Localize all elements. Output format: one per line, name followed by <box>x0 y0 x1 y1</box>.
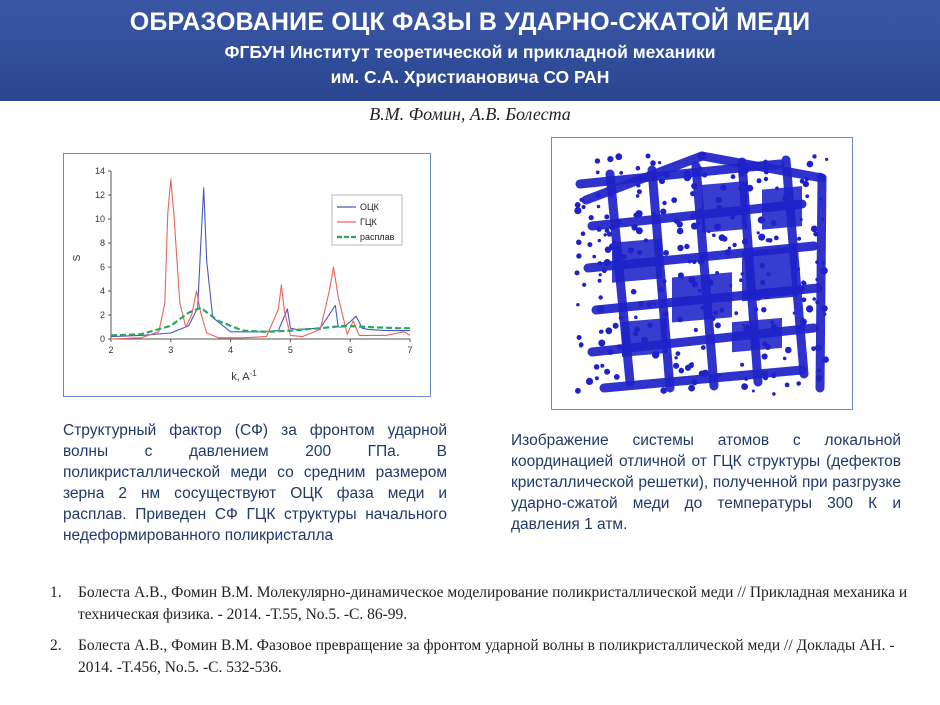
lattice-fragment <box>815 300 819 304</box>
lattice-fragment <box>754 294 761 301</box>
lattice-fragment <box>597 205 601 209</box>
legend-label: расплав <box>360 232 395 242</box>
lattice-fragment <box>785 347 792 354</box>
lattice-fragment <box>606 182 610 186</box>
lattice-fragment <box>579 198 583 202</box>
lattice-fragment <box>692 260 697 265</box>
organization-line-1: ФГБУН Институт теоретической и прикладной механики <box>224 42 716 62</box>
lattice-fragment <box>762 370 768 376</box>
lattice-fragment <box>698 289 702 293</box>
lattice-fragment <box>800 318 807 325</box>
lattice-fragment <box>712 234 716 238</box>
lattice-fragment <box>635 260 640 265</box>
lattice-fragment <box>677 317 683 323</box>
lattice-fragment <box>595 158 600 163</box>
lattice-fragment <box>775 186 779 190</box>
lattice-fragment <box>674 218 680 224</box>
lattice-fragment <box>750 287 757 294</box>
lattice-fragment <box>812 154 816 158</box>
lattice-fragment <box>619 171 623 175</box>
lattice-fragment <box>576 240 582 246</box>
lattice-fragment <box>674 356 677 359</box>
lattice-fragment <box>771 220 777 226</box>
lattice-fragment <box>596 171 600 175</box>
lattice-fragment <box>802 297 807 302</box>
lattice-fragment <box>715 271 719 275</box>
lattice-fragment <box>816 375 823 382</box>
lattice-fragment <box>718 374 721 377</box>
y-tick-label: 2 <box>99 310 105 320</box>
lattice-fragment <box>582 283 586 287</box>
lattice-fragment <box>595 376 599 380</box>
lattice-fragment <box>607 349 613 355</box>
lattice-fragment <box>812 297 816 301</box>
lattice-fragment <box>819 197 823 201</box>
lattice-fragment <box>664 171 671 178</box>
lattice-fragment <box>650 160 656 166</box>
lattice-fragment <box>604 233 607 236</box>
lattice-fragment <box>803 181 809 187</box>
lattice-fragment <box>800 286 805 291</box>
lattice-fragment <box>760 280 765 285</box>
lattice-fragment <box>765 344 771 350</box>
lattice-fragment <box>729 284 732 287</box>
reference-number: 2. <box>50 637 62 654</box>
lattice-fragment <box>823 312 827 316</box>
lattice-fragment <box>575 388 581 394</box>
lattice-fragment <box>644 238 648 242</box>
lattice-fragment <box>805 177 809 181</box>
x-tick-label: 3 <box>168 345 174 355</box>
lattice-fragment <box>740 363 744 367</box>
y-tick-label: 14 <box>94 166 105 176</box>
lattice-fragment <box>796 267 800 271</box>
lattice-fragment <box>754 307 758 311</box>
lattice-fragment <box>632 226 637 231</box>
lattice-fragment <box>609 224 615 230</box>
lattice-fragment <box>688 385 695 392</box>
lattice-fragment <box>599 273 602 276</box>
lattice-fragment <box>690 191 695 196</box>
lattice-fragment <box>658 287 663 292</box>
lattice-fragment <box>663 250 669 256</box>
organization-line-2: им. С.А. Христиановича СО РАН <box>330 67 610 87</box>
lattice-fragment <box>815 344 822 351</box>
lattice-fragment <box>800 218 803 221</box>
lattice-fragment <box>690 362 693 365</box>
lattice-fragment <box>639 303 643 307</box>
lattice-fragment <box>690 213 696 219</box>
lattice-fragment <box>662 201 666 205</box>
lattice-fragment <box>707 279 714 286</box>
atom-system-image <box>551 137 853 410</box>
y-tick-label: 12 <box>94 190 105 200</box>
structure-factor-chart <box>63 153 431 397</box>
chart-legend <box>332 195 402 245</box>
lattice-fragment <box>598 261 603 266</box>
lattice-fragment <box>587 242 592 247</box>
lattice-fragment <box>616 220 621 225</box>
lattice-fragment <box>791 260 794 263</box>
lattice-fragment <box>752 390 755 393</box>
lattice-fragment <box>702 370 709 377</box>
lattice-fragment <box>647 302 652 307</box>
lattice-fragment <box>782 197 787 202</box>
lattice-fragment <box>598 279 602 283</box>
lattice-fragment <box>820 267 827 274</box>
lattice-fragment <box>692 282 698 288</box>
reference-number: 1. <box>50 584 62 601</box>
lattice-fragment <box>637 189 642 194</box>
lattice-fragment <box>658 161 661 164</box>
lattice-fragment <box>604 259 611 266</box>
lattice-fragment <box>725 249 731 255</box>
lattice-fragment <box>817 368 821 372</box>
lattice-fragment <box>718 224 722 228</box>
chart-svg <box>64 154 430 396</box>
lattice-fragment <box>605 327 612 334</box>
lattice-fragment <box>797 237 801 241</box>
lattice-fragment <box>663 311 669 317</box>
lattice-fragment <box>719 308 724 313</box>
lattice-fragment <box>602 268 607 273</box>
lattice-fragment <box>741 383 748 390</box>
lattice-fragment <box>688 259 692 263</box>
lattice-fragment <box>594 364 600 370</box>
lattice-fragment <box>760 263 765 268</box>
lattice-fragment <box>765 204 770 209</box>
lattice-fragment <box>744 195 748 199</box>
lattice-fragment <box>575 270 580 275</box>
lattice-fragment <box>728 247 731 250</box>
lattice-fragment <box>811 226 818 233</box>
lattice-fragment <box>684 171 691 178</box>
lattice-fragment <box>701 345 706 350</box>
y-tick-label: 4 <box>99 286 105 296</box>
lattice-fragment <box>746 185 753 192</box>
lattice-fragment <box>758 234 765 241</box>
lattice-fragment <box>647 322 652 327</box>
lattice-fragment <box>589 215 594 220</box>
lattice-fragment <box>825 158 828 161</box>
lattice-fragment <box>794 206 798 210</box>
lattice-fragment <box>641 337 648 344</box>
lattice-fragment <box>637 250 642 255</box>
reference-text: Болеста А.В., Фомин В.М. Фазовое превращение за фронтом ударной волны в поликристаллической меди // Доклады АН. - 2014. -Т.456, No.5. -С. 532-536. <box>78 637 895 676</box>
lattice-fragment <box>636 194 640 198</box>
lattice-fragment <box>607 156 613 162</box>
lattice-fragment <box>713 310 718 315</box>
lattice-fragment <box>634 316 638 320</box>
lattice-fragment <box>691 223 698 230</box>
lattice-fragment <box>672 272 732 322</box>
chart-caption: Структурный фактор (СФ) за фронтом ударной волны с давлением 200 ГПа. В поликристаллической меди со средним размером зерна 2 нм сосуществуют ОЦК фаза меди и расплав. Приведен СФ ГЦК структуры начального недеформированного поликристалла <box>63 422 447 544</box>
reference-text: Болеста А.В., Фомин В.М. Молекулярно-динамическое моделирование поликристаллической меди // Прикладная механика и техническая физика. - 2014. -Т.55, No.5. -С. 86-99. <box>78 584 908 623</box>
lattice-fragment <box>574 207 581 214</box>
lattice-fragment <box>821 261 825 265</box>
lattice-fragment <box>741 272 744 275</box>
lattice-fragment <box>762 353 768 359</box>
lattice-fragment <box>614 374 620 380</box>
lattice-fragment <box>766 238 770 242</box>
lattice-fragment <box>807 161 814 168</box>
lattice-fragment <box>592 255 596 259</box>
lattice-fragment <box>763 293 769 299</box>
lattice-fragment <box>732 243 736 247</box>
lattice-fragment <box>823 356 829 362</box>
lattice-fragment <box>747 297 750 300</box>
lattice-fragment <box>717 205 723 211</box>
references-list <box>50 582 910 688</box>
lattice-fragment <box>646 154 651 159</box>
lattice-fragment <box>732 318 782 352</box>
lattice-fragment <box>793 312 796 315</box>
lattice-fragment <box>691 183 697 189</box>
lattice-fragment <box>612 240 616 244</box>
series-line-melt <box>111 308 410 336</box>
lattice-fragment <box>618 271 623 276</box>
lattice-fragment <box>696 170 700 174</box>
lattice-fragment <box>631 289 637 295</box>
lattice-fragment <box>579 344 582 347</box>
lattice-fragment <box>715 322 721 328</box>
lattice-fragment <box>742 324 745 327</box>
lattice-fragment <box>751 338 757 344</box>
lattice-fragment <box>764 177 768 181</box>
lattice-fragment <box>817 173 824 180</box>
lattice-fragment <box>604 369 610 375</box>
lattice-fragment <box>694 328 698 332</box>
image-caption: Изображение системы атомов с локальной координацией отличной от ГЦК структуры (дефектов кристаллической решетки), полученной при разгрузке ударно-сжатой меди до температуры 300 К и давления 1 атм. <box>511 432 901 533</box>
lattice-fragment <box>582 205 586 209</box>
lattice-fragment <box>575 202 581 208</box>
lattice-fragment <box>697 208 703 214</box>
atomic-lattice-icon <box>552 138 852 409</box>
x-tick-label: 5 <box>287 345 293 355</box>
lattice-fragment <box>599 295 603 299</box>
lattice-fragment <box>622 254 627 259</box>
lattice-fragment <box>771 324 778 331</box>
lattice-fragment <box>757 178 762 183</box>
lattice-fragment <box>730 215 735 220</box>
page-title: ОБРАЗОВАНИЕ ОЦК ФАЗЫ В УДАРНО-СЖАТОЙ МЕДИ <box>129 8 811 36</box>
x-tick-label: 2 <box>108 345 114 355</box>
lattice-fragment <box>660 209 666 215</box>
lattice-fragment <box>604 214 609 219</box>
lattice-fragment <box>720 185 726 191</box>
authors: В.М. Фомин, А.В. Болеста <box>369 104 571 124</box>
lattice-fragment <box>767 272 771 276</box>
lattice-fragment <box>676 351 681 356</box>
lattice-fragment <box>803 282 807 286</box>
legend-label: ГЦК <box>360 217 377 227</box>
lattice-fragment <box>783 357 787 361</box>
lattice-fragment <box>785 383 790 388</box>
lattice-fragment <box>805 194 809 198</box>
lattice-fragment <box>697 222 700 225</box>
lattice-fragment <box>671 197 677 203</box>
lattice-fragment <box>820 178 822 388</box>
lattice-fragment <box>770 320 774 324</box>
lattice-fragment <box>701 252 708 259</box>
lattice-fragment <box>660 387 667 394</box>
lattice-fragment <box>742 167 749 174</box>
x-tick-label: 7 <box>407 345 413 355</box>
lattice-fragment <box>719 234 726 241</box>
lattice-fragment <box>581 231 586 236</box>
lattice-fragment <box>707 230 710 233</box>
lattice-fragment <box>758 216 765 223</box>
lattice-fragment <box>634 327 640 333</box>
legend-label: ОЦК <box>360 202 379 212</box>
lattice-fragment <box>699 260 704 265</box>
lattice-fragment <box>684 244 689 249</box>
lattice-fragment <box>677 228 684 235</box>
lattice-fragment <box>652 351 659 358</box>
lattice-fragment <box>615 153 622 160</box>
lattice-fragment <box>610 194 613 197</box>
lattice-fragment <box>597 305 604 312</box>
lattice-fragment <box>631 248 634 251</box>
reference-item <box>50 582 910 626</box>
lattice-fragment <box>605 228 610 233</box>
lattice-fragment <box>576 253 581 258</box>
lattice-fragment <box>821 218 824 221</box>
y-tick-label: 10 <box>94 214 105 224</box>
lattice-fragment <box>821 305 828 312</box>
lattice-fragment <box>772 392 776 396</box>
lattice-fragment <box>653 302 656 305</box>
lattice-fragment <box>815 278 818 281</box>
lattice-fragment <box>677 245 683 251</box>
lattice-fragment <box>617 344 623 350</box>
lattice-fragment <box>619 316 623 320</box>
lattice-fragment <box>761 307 766 312</box>
lattice-fragment <box>673 363 679 369</box>
lattice-fragment <box>636 166 641 171</box>
lattice-fragment <box>734 311 738 315</box>
lattice-fragment <box>679 368 685 374</box>
lattice-fragment <box>599 330 603 334</box>
lattice-fragment <box>636 183 640 187</box>
lattice-fragment <box>815 260 819 264</box>
reference-item <box>50 635 910 679</box>
lattice-fragment <box>715 197 722 204</box>
lattice-fragment <box>659 178 665 184</box>
lattice-fragment <box>757 231 760 234</box>
lattice-fragment <box>633 213 638 218</box>
lattice-fragment <box>600 364 604 368</box>
lattice-fragment <box>744 377 748 381</box>
lattice-fragment <box>611 189 615 193</box>
lattice-fragment <box>743 222 747 226</box>
lattice-fragment <box>796 381 801 386</box>
lattice-fragment <box>701 306 705 310</box>
title-banner <box>0 0 940 101</box>
x-tick-label: 4 <box>228 345 234 355</box>
y-axis-label: S <box>72 254 83 262</box>
lattice-fragment <box>598 239 601 242</box>
lattice-fragment <box>598 340 605 347</box>
lattice-fragment <box>576 303 579 306</box>
lattice-fragment <box>678 272 684 278</box>
lattice-fragment <box>774 236 779 241</box>
lattice-fragment <box>691 379 697 385</box>
lattice-fragment <box>702 172 708 178</box>
x-tick-label: 6 <box>347 345 353 355</box>
y-tick-label: 0 <box>99 334 105 344</box>
lattice-fragment <box>597 227 602 232</box>
y-tick-label: 6 <box>99 262 105 272</box>
x-axis-label: k, $A^{-1}$ <box>231 369 257 383</box>
lattice-fragment <box>738 187 742 191</box>
lattice-fragment <box>743 326 750 333</box>
y-tick-label: 8 <box>99 238 105 248</box>
lattice-fragment <box>731 174 736 179</box>
lattice-fragment <box>764 170 769 175</box>
lattice-fragment <box>586 378 593 385</box>
lattice-fragment <box>636 227 643 234</box>
lattice-fragment <box>771 373 776 378</box>
lattice-fragment <box>710 316 715 321</box>
lattice-fragment <box>613 323 619 329</box>
lattice-fragment <box>577 335 582 340</box>
lattice-fragment <box>763 160 768 165</box>
lattice-fragment <box>739 278 743 282</box>
lattice-fragment <box>652 212 657 217</box>
lattice-fragment <box>742 239 748 245</box>
lattice-fragment <box>596 193 601 198</box>
lattice-fragment <box>685 365 691 371</box>
lattice-fragment <box>663 279 667 283</box>
lattice-fragment <box>806 305 813 312</box>
